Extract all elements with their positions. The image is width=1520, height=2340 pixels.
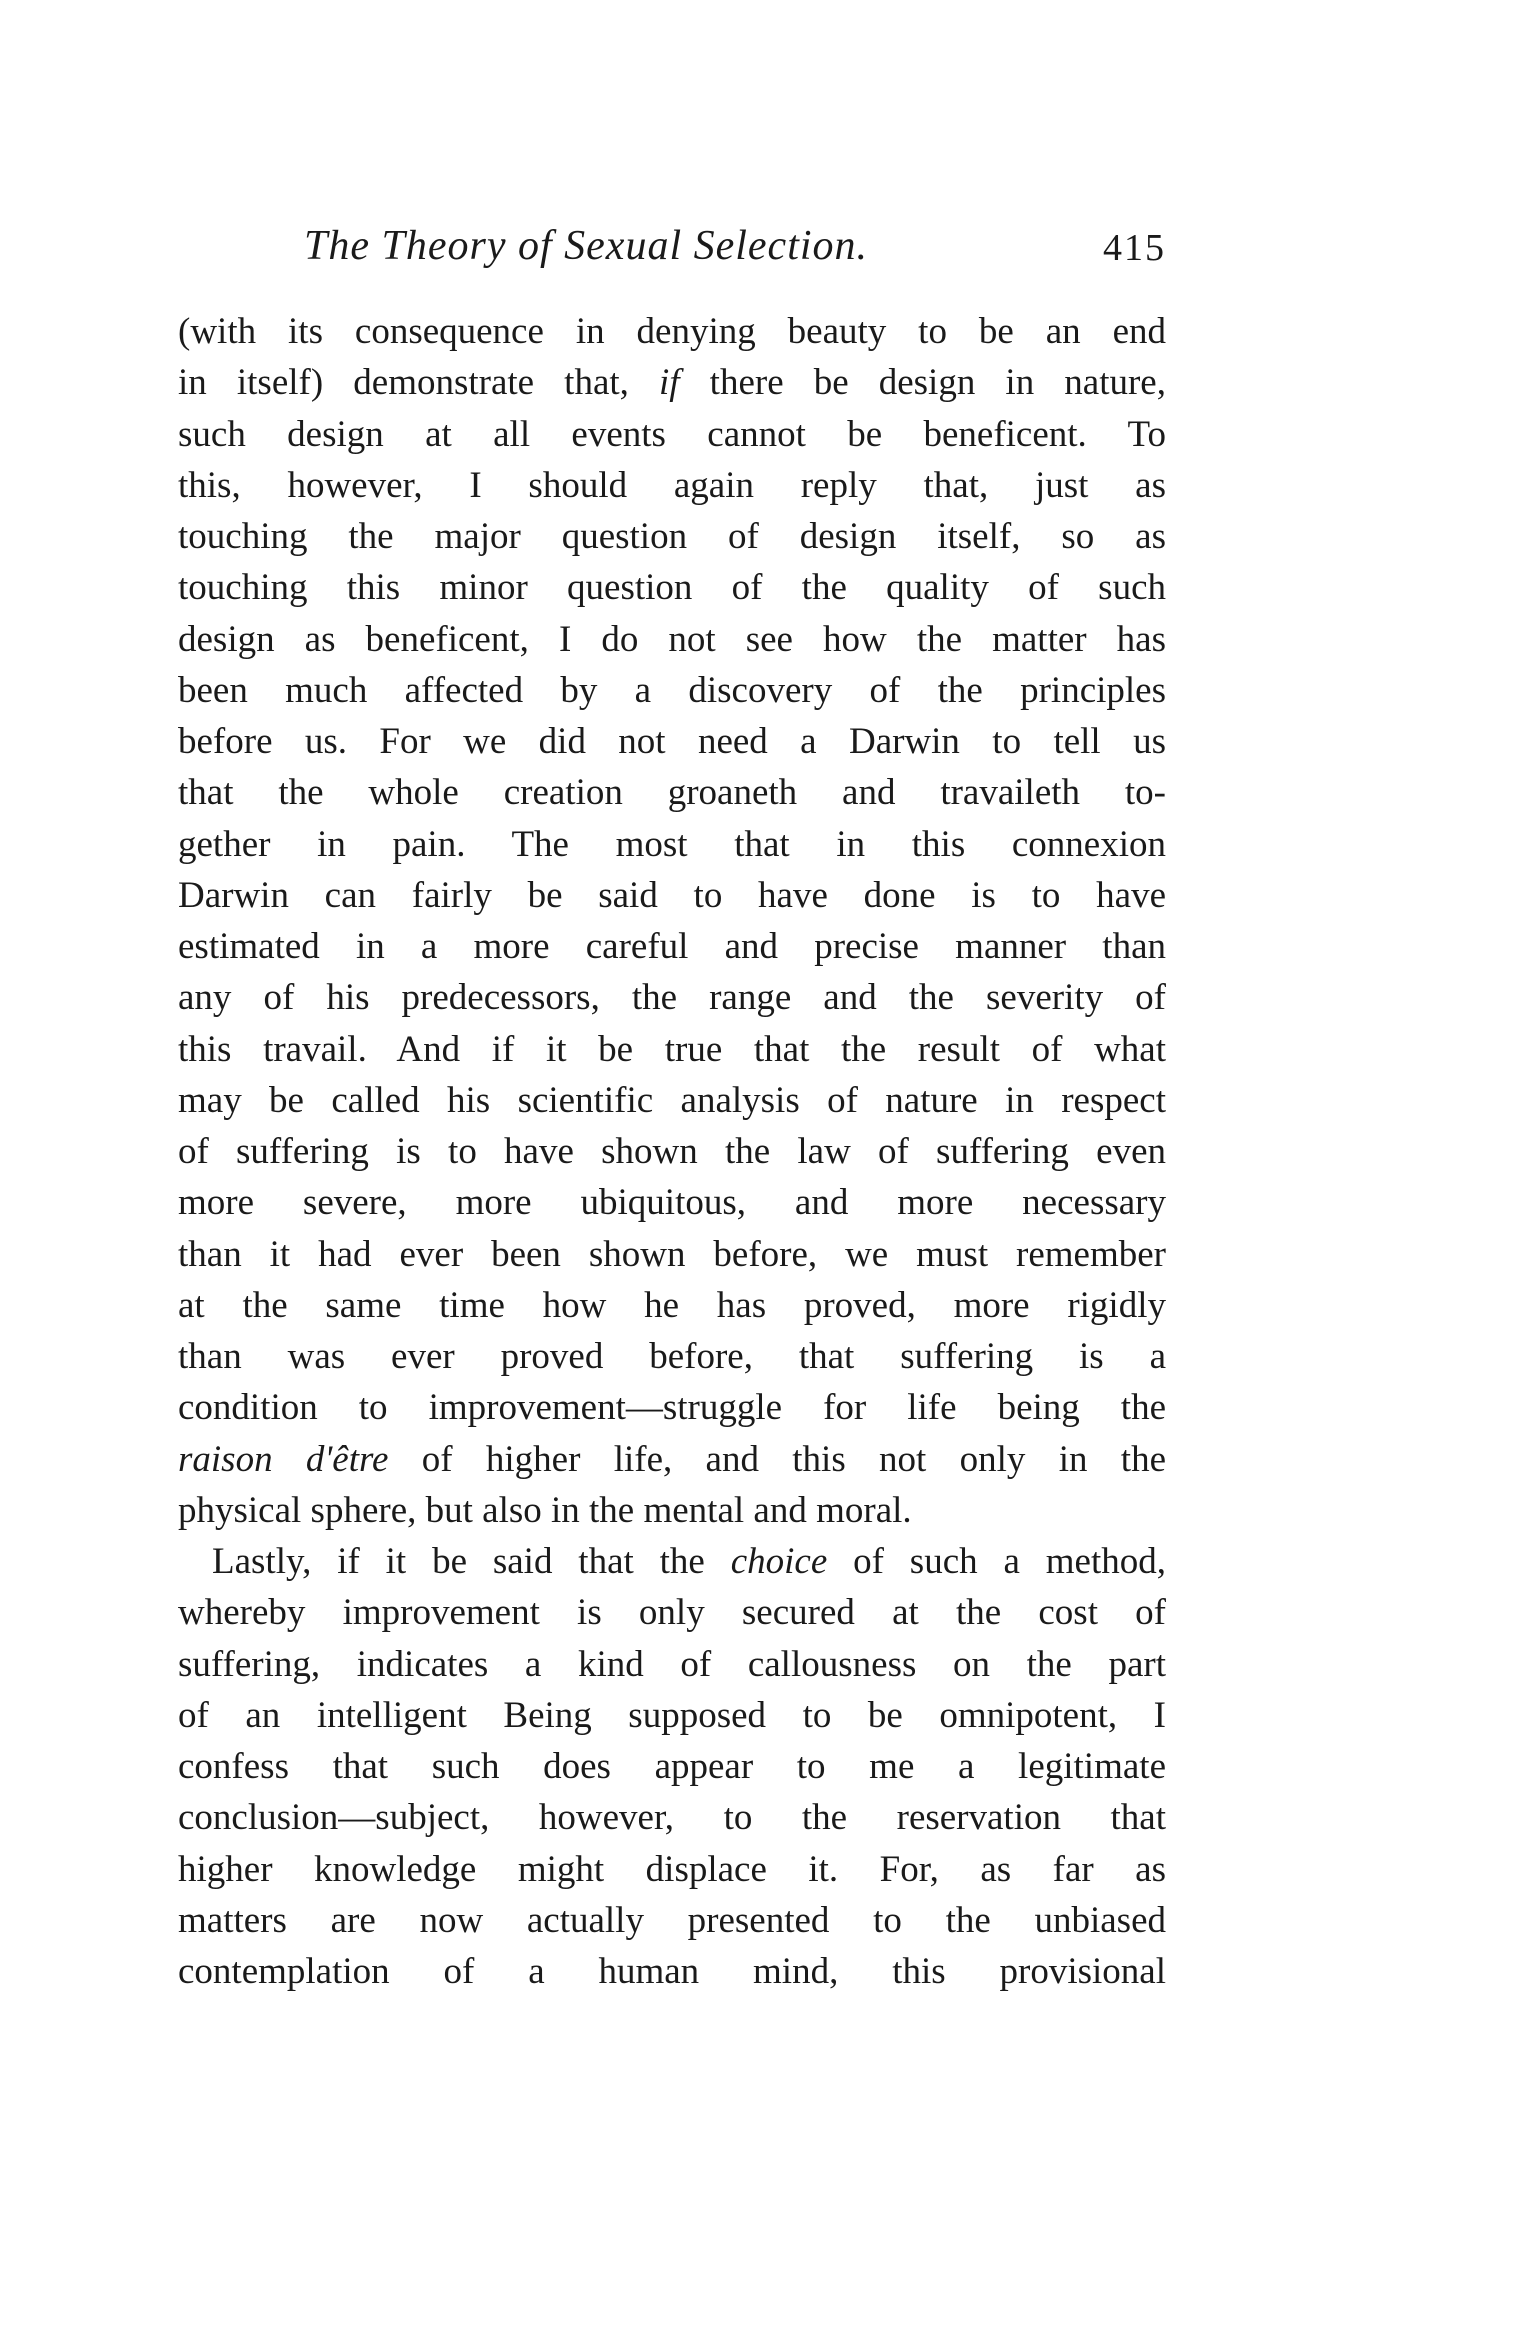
text-segment: whereby improvement is only secured at the cost of — [178, 1592, 1166, 1634]
text-segment: confess that such does appear to me a legitimate — [178, 1746, 1166, 1787]
text-segment: conclusion—subject, however, to the reservation that — [178, 1797, 1166, 1839]
text-segment: condition to improvement—struggle for life being the — [178, 1387, 1166, 1429]
text-line — [178, 1536, 1166, 1587]
text-line — [178, 1485, 1166, 1536]
text-line — [178, 1382, 1166, 1433]
text-segment: touching the major question of design itself, so as — [178, 516, 1166, 557]
text-segment: this, however, I should again reply that, just as — [178, 464, 1166, 506]
text-segment: of higher life, and this not only in the — [388, 1438, 1166, 1480]
text-segment: Lastly, if it be said that the — [212, 1541, 731, 1582]
text-line — [178, 1895, 1166, 1946]
italic-text: raison d'être — [178, 1438, 389, 1480]
text-segment: more severe, more ubiquitous, and more necessary — [178, 1182, 1166, 1224]
text-line — [178, 1075, 1166, 1126]
page-number: 415 — [1103, 227, 1166, 269]
text-line — [178, 1331, 1166, 1382]
text-line — [178, 1639, 1166, 1690]
text-segment: than it had ever been shown before, we must remember — [178, 1233, 1166, 1275]
text-line — [178, 562, 1166, 613]
text-segment: of an intelligent Being supposed to be omnipotent, I — [178, 1694, 1166, 1736]
text-segment: touching this minor question of the quality of such — [178, 567, 1166, 609]
text-line — [178, 1229, 1166, 1280]
text-line — [178, 1946, 1166, 1997]
text-segment: Darwin can fairly be said to have done is to have — [178, 874, 1166, 916]
text-segment: of suffering is to have shown the law of suffering even — [178, 1131, 1166, 1172]
text-segment: been much affected by a discovery of the principles — [178, 669, 1166, 711]
text-line — [178, 1844, 1166, 1895]
text-segment: there be design in nature, — [679, 362, 1166, 404]
text-line — [178, 306, 1166, 357]
text-line — [178, 409, 1166, 460]
running-title: The Theory of Sexual Selection. — [304, 223, 869, 269]
text-segment: gether in pain. The most that in this connexion — [178, 823, 1166, 865]
text-line — [178, 1741, 1166, 1792]
text-line — [178, 1126, 1166, 1177]
text-line — [178, 870, 1166, 921]
text-segment: higher knowledge might displace it. For, as far as — [178, 1848, 1166, 1890]
text-line — [178, 1024, 1166, 1075]
text-line — [178, 357, 1166, 408]
text-line — [178, 1177, 1166, 1228]
running-header — [178, 222, 1166, 272]
text-line — [178, 972, 1166, 1023]
text-segment: may be called his scientific analysis of nature in respect — [178, 1079, 1166, 1121]
text-line — [178, 767, 1166, 818]
text-line — [178, 511, 1166, 562]
text-segment: suffering, indicates a kind of callousness on the part — [178, 1643, 1166, 1685]
text-line — [178, 614, 1166, 665]
text-line — [178, 819, 1166, 870]
text-segment: design as beneficent, I do not see how the matter has — [178, 618, 1166, 660]
text-line — [178, 1280, 1166, 1331]
text-segment: any of his predecessors, the range and the severity of — [178, 977, 1166, 1019]
text-segment: (with its consequence in denying beauty to be an end — [178, 311, 1166, 352]
text-segment: physical sphere, but also in the mental and moral. — [178, 1489, 912, 1531]
text-line — [178, 1434, 1166, 1485]
italic-text: choice — [730, 1541, 828, 1582]
text-line — [178, 716, 1166, 767]
text-line — [178, 1587, 1166, 1638]
text-segment: that the whole creation groaneth and travaileth to- — [178, 772, 1166, 814]
text-segment: matters are now actually presented to the unbiased — [178, 1899, 1166, 1941]
text-segment: such design at all events cannot be beneficent. To — [178, 413, 1166, 455]
text-line — [178, 460, 1166, 511]
body-text — [178, 306, 1166, 1997]
text-segment: this travail. And if it be true that the result of what — [178, 1028, 1166, 1070]
text-segment: estimated in a more careful and precise manner than — [178, 926, 1166, 967]
text-segment: contemplation of a human mind, this provisional — [178, 1951, 1166, 1992]
text-line — [178, 921, 1166, 972]
text-line — [178, 665, 1166, 716]
text-line — [178, 1690, 1166, 1741]
text-segment: before us. For we did not need a Darwin to tell us — [178, 721, 1166, 762]
text-segment: in itself) demonstrate that, — [178, 362, 660, 404]
italic-text: if — [659, 362, 680, 404]
text-segment: than was ever proved before, that suffering is a — [178, 1336, 1166, 1377]
text-line — [178, 1792, 1166, 1843]
text-segment: at the same time how he has proved, more rigidly — [178, 1284, 1166, 1326]
text-segment: of such a method, — [827, 1541, 1166, 1582]
